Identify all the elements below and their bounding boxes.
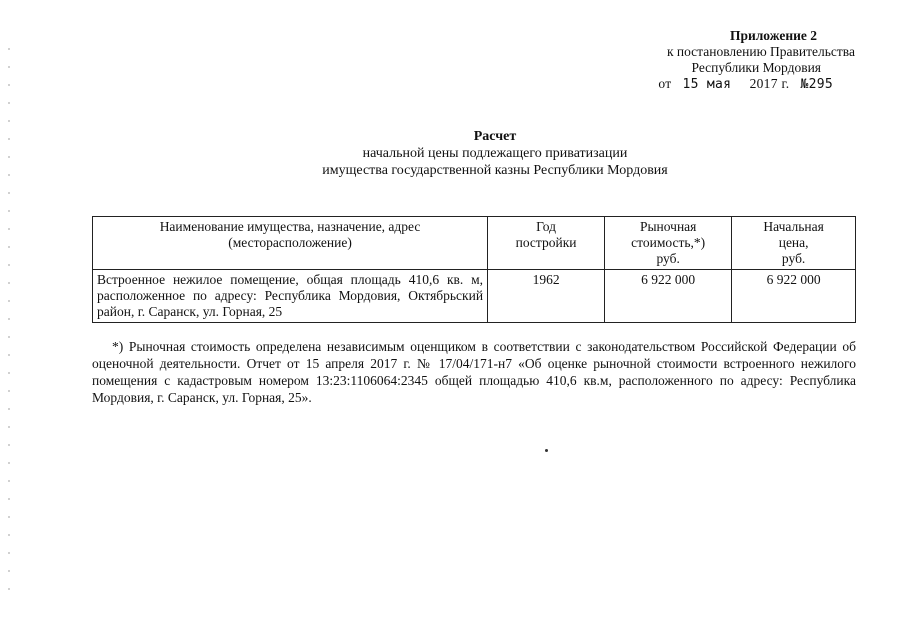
header-initial-line-2: цена, bbox=[778, 235, 809, 250]
heading-line-1: начальной цены подлежащего приватизации bbox=[362, 146, 628, 161]
cell-initial-price: 6 922 000 bbox=[732, 270, 856, 323]
header-year bbox=[488, 217, 605, 270]
appendix-block bbox=[555, 28, 855, 93]
header-year-line-1: Год bbox=[536, 219, 556, 234]
header-market-line-1: Рыночная bbox=[639, 219, 697, 234]
header-year-line-2: постройки bbox=[515, 235, 577, 250]
date-year: 2017 г. bbox=[749, 76, 790, 91]
header-market-line-2: стоимость,*) bbox=[631, 235, 706, 250]
footnote-text: *) Рыночная стоимость определена независимым оценщиком в соответствии с законодательством Российской Федерации об оценочной деятельности. Отчет от 15 апреля 2017 г. № 17/04/171-н7 «Об оценке рыночной стоимости встроенного нежилого помещения с кадастровым номером 13:23:1106064:2345 общей площадью 410,6 кв.м, расположенного по адресу: Республика Мордовия, г. Саранск, ул. Горная, 25». bbox=[92, 339, 856, 405]
header-market-line-3: руб. bbox=[656, 251, 680, 266]
heading-title: Расчет bbox=[473, 129, 517, 144]
date-prefix: от bbox=[658, 76, 672, 91]
header-initial-line-1: Начальная bbox=[763, 219, 824, 234]
cell-market-value: 6 922 000 bbox=[605, 270, 732, 323]
header-initial-line-3: руб. bbox=[781, 251, 806, 266]
appendix-line-resolution: к постановлению Правительства bbox=[666, 44, 855, 59]
header-initial-price bbox=[732, 217, 856, 270]
header-name-line-2: (месторасположение) bbox=[228, 235, 352, 250]
calculation-table bbox=[92, 216, 856, 323]
appendix-line-republic: Республики Мордовия bbox=[691, 60, 821, 75]
table-row bbox=[93, 270, 856, 323]
date-day: 15 мая bbox=[682, 77, 732, 92]
appendix-date-line bbox=[555, 76, 833, 93]
cell-property-name: Встроенное нежилое помещение, общая площадь 410,6 кв. м, расположенное по адресу: Республика Мордовия, Октябрьский район, г. Саранск, ул. Горная, 25 bbox=[93, 270, 488, 323]
document-heading bbox=[0, 128, 905, 179]
header-name bbox=[93, 217, 488, 270]
header-name-line-1: Наименование имущества, назначение, адрес bbox=[159, 219, 421, 234]
header-market-value bbox=[605, 217, 732, 270]
cell-year: 1962 bbox=[488, 270, 605, 323]
resolution-number: №295 bbox=[800, 77, 833, 92]
table-header-row bbox=[93, 217, 856, 270]
appendix-title: Приложение 2 bbox=[729, 28, 817, 43]
scan-speck-decoration bbox=[545, 449, 548, 452]
heading-line-2: имущества государственной казны Республики Мордовия bbox=[322, 163, 668, 178]
margin-dots-decoration bbox=[8, 40, 10, 600]
